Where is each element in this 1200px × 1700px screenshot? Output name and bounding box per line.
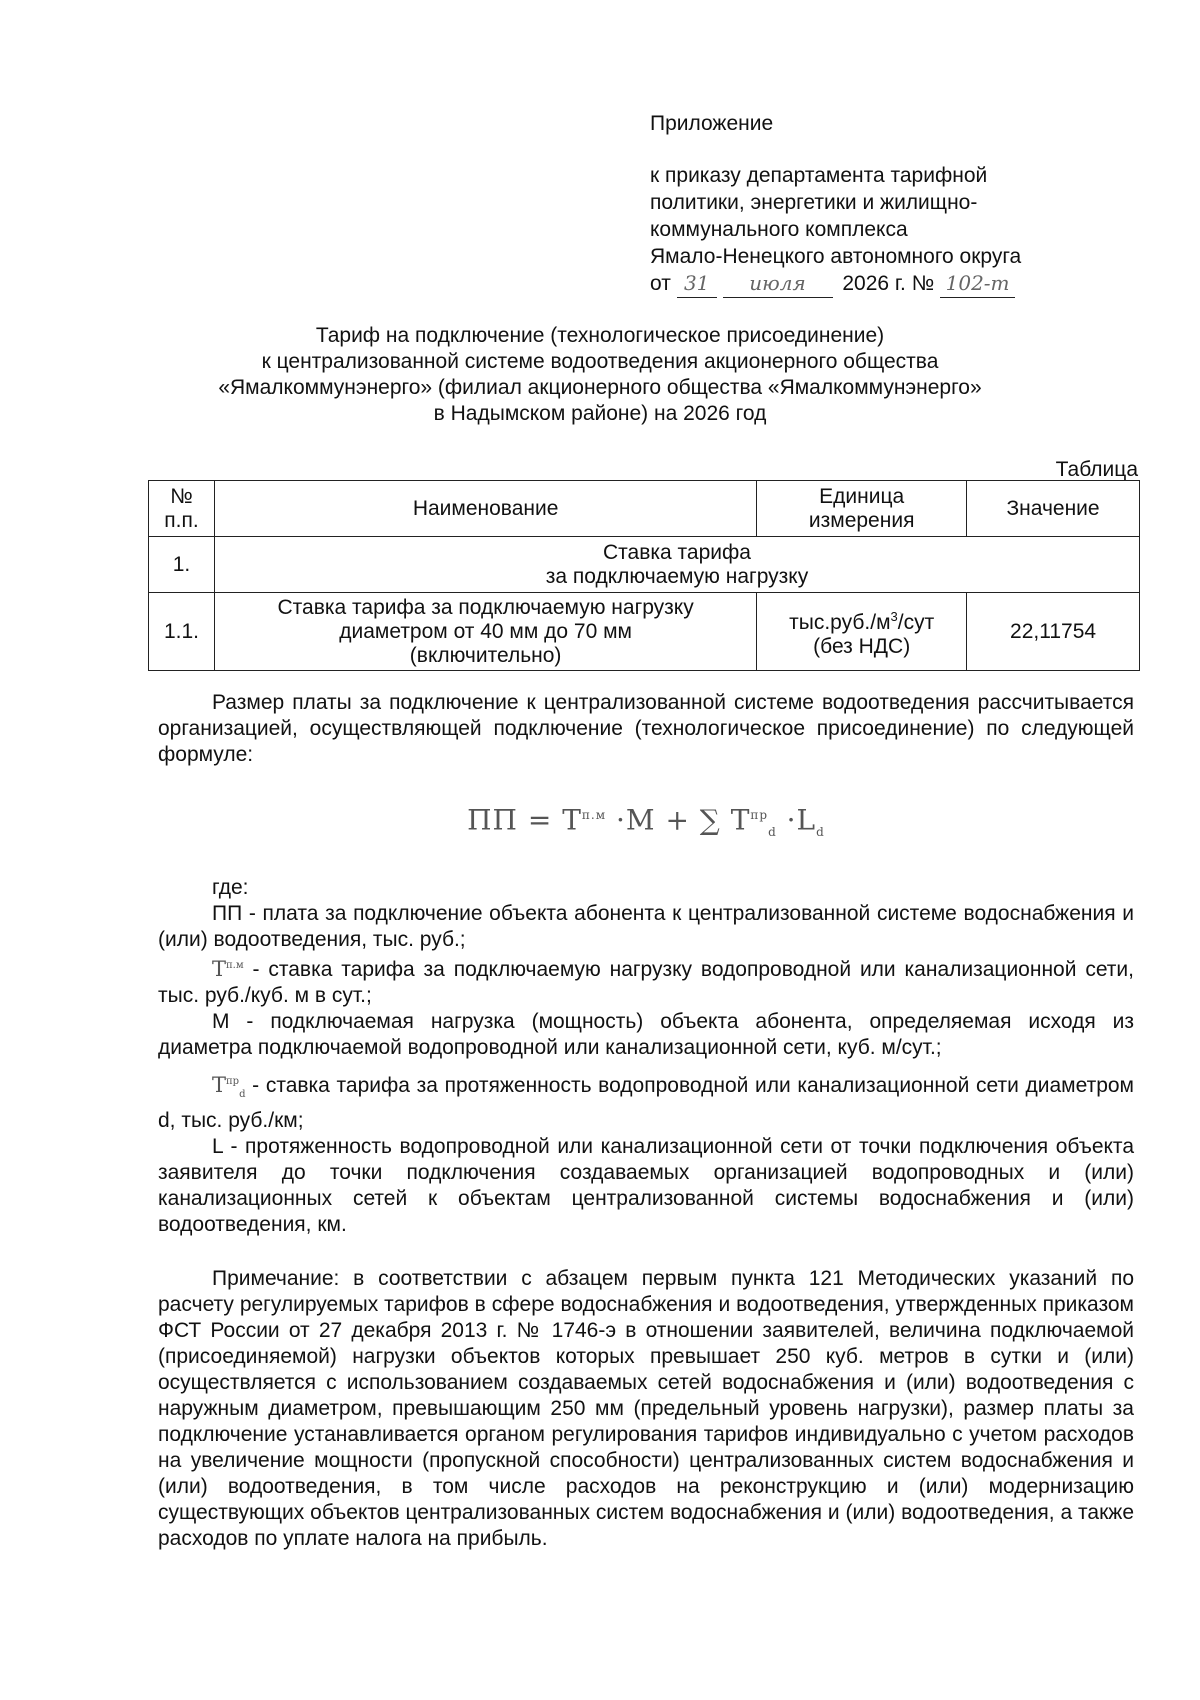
body-text — [158, 690, 1134, 1552]
note-paragraph: Примечание: в соответствии с абзацем первым пункта 121 Методических указаний по расчету регулируемых тарифов в сфере водоснабжения и водоотведения, утвержденных приказом ФСТ России от 27 декабря 2013 г. № 1746-э в отношении заявителей, величина подключаемой (присоединяемой) нагрузки объектов которых превышает 250 куб. метров в сутки и (или) осуществляется с использованием создаваемых сетей водоснабжения и (или) водоотведения с наружным диаметром, превышающим 250 мм (предельный уровень нагрузки), размер платы за подключение устанавливается органом регулирования тарифов индивидуально с учетом расходов на увеличение мощности (пропускной способности) централизованных систем водоснабжения и (или) водоотведения, в том числе расходов на реконструкцию и (или) модернизацию существующих объектов централизованных систем водоснабжения и (или) водоотведения, а также расходов по уплате налога на прибыль. — [158, 1267, 1134, 1551]
header-name: Наименование — [214, 481, 756, 537]
order-line: Ямало-Ненецкого автономного округа — [650, 245, 1022, 268]
header-value: Значение — [967, 481, 1140, 537]
document-title — [150, 323, 1050, 427]
where-label: где: — [212, 875, 249, 899]
title-line: в Надымском районе) на 2026 год — [433, 402, 767, 425]
appendix-header — [650, 110, 1090, 298]
tariff-table — [148, 480, 1140, 671]
order-line: к приказу департамента тарифной — [650, 164, 988, 187]
appendix-label: Приложение — [650, 112, 774, 135]
intro-paragraph: Размер платы за подключение к централизованной системе водоотведения рассчитывается организацией, осуществляющей подключение (технологическое присоединение) по следующей формуле: — [158, 691, 1134, 766]
header-num: № п.п. — [149, 481, 215, 537]
date-year: 2026 г. № — [842, 272, 935, 295]
header-unit: Единица измерения — [757, 481, 967, 537]
definition-pp: ПП - плата за подключение объекта абонента к централизованной системе водоснабжения и (или) водоотведения, тыс. руб.; — [158, 901, 1134, 951]
row-name: Ставка тарифа за подключаемую нагрузку диаметром от 40 мм до 70 мм (включительно) — [214, 593, 756, 671]
table-row — [149, 537, 1140, 593]
section-title: Ставка тарифа за подключаемую нагрузку — [214, 537, 1139, 593]
title-line: «Ямалкоммунэнерго» (филиал акционерного общества «Ямалкоммунэнерго» — [218, 376, 982, 399]
handwritten-day: 31 — [677, 270, 717, 298]
definition-t: $Т^{п.м}$ - ставка тарифа за подключаемую нагрузку водопроводной или канализационной сети, тыс. руб./куб. м в сут.; — [158, 956, 1134, 1007]
handwritten-order-number: 102-т — [940, 270, 1015, 298]
title-line: Тариф на подключение (технологическое присоединение) — [315, 324, 885, 347]
definition-m: М - подключаемая нагрузка (мощность) объекта абонента, определяемая исходя из диаметра подключаемой водопроводной или канализационной сети, куб. м/сут.; — [158, 1009, 1134, 1059]
row-num: 1. — [149, 537, 215, 593]
table-caption: Таблица — [1055, 458, 1138, 481]
table-row — [149, 593, 1140, 671]
table-header-row — [149, 481, 1140, 537]
formula: ПП = $Т^{п.м} \cdot М$ + ∑ $Т^{пр}_d \cdot L_d$ — [467, 803, 825, 839]
handwritten-month: июля — [723, 270, 833, 298]
row-num: 1.1. — [149, 593, 215, 671]
definition-td: $Т^{пр}_d$ - ставка тарифа за протяженность водопроводной или канализационной сети диаметром d, тыс. руб./км; — [158, 1072, 1134, 1133]
row-unit: $тыс.руб./м^3$/сут (без НДС) — [757, 593, 967, 671]
symbol-td: $Т^{пр}_d$ — [212, 1072, 246, 1101]
title-line: к централизованной системе водоотведения акционерного общества — [261, 350, 939, 373]
symbol-t: $Т^{п.м}$ — [212, 956, 244, 981]
order-line: коммунального комплекса — [650, 218, 908, 241]
date-prefix: от — [650, 272, 671, 295]
row-value: 22,11754 — [967, 593, 1140, 671]
order-date-line — [650, 270, 1090, 298]
order-line: политики, энергетики и жилищно- — [650, 191, 978, 214]
definition-l: L - протяженность водопроводной или канализационной сети от точки подключения объекта заявителя до точки подключения создаваемых организацией водопроводных и (или) канализационных сетей к объектам централизованной системы водоснабжения и (или) водоотведения, км. — [158, 1135, 1134, 1237]
